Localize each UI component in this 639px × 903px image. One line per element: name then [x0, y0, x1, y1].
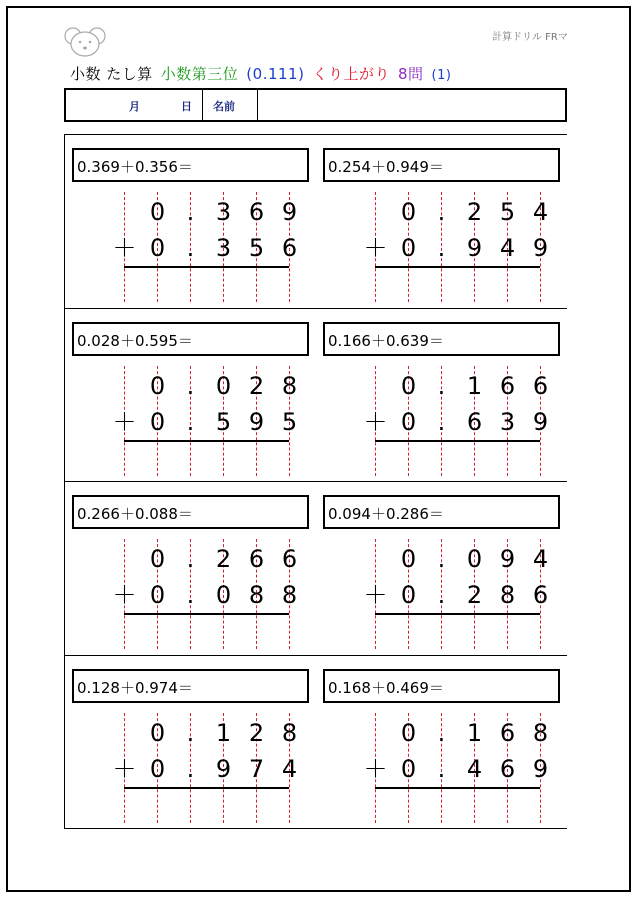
title-example: (0.111)	[246, 65, 305, 83]
addend-digit: 3	[215, 198, 232, 226]
equation-box: 0.168＋0.469＝	[323, 669, 560, 703]
problem-card	[315, 483, 565, 658]
title-sheet-number: (1)	[431, 68, 452, 83]
addend-digit: 8	[532, 719, 549, 747]
addend-digit: 2	[248, 719, 265, 747]
addend-digit: 0	[400, 198, 417, 226]
plus-sign: ＋	[363, 755, 388, 783]
addend-digit: 0	[400, 408, 417, 436]
addend-digit: 0	[400, 581, 417, 609]
addend-digit: 0	[149, 545, 166, 573]
addend-digit: 2	[215, 545, 232, 573]
addend-digit: 4	[532, 545, 549, 573]
equation-box: 0.094＋0.286＝	[323, 495, 560, 529]
addend-digit: .	[437, 755, 446, 783]
sum-line	[375, 440, 540, 442]
addend-digit: 0	[400, 372, 417, 400]
problem-card	[64, 310, 314, 485]
addend-digit: 2	[466, 581, 483, 609]
addend-digit: 0	[400, 755, 417, 783]
addend-digit: 0	[149, 372, 166, 400]
addend-digit: 0	[215, 581, 232, 609]
addend-digit: 9	[281, 198, 298, 226]
problem-card	[315, 310, 565, 485]
sum-line	[124, 266, 289, 268]
plus-sign: ＋	[363, 234, 388, 262]
addend-digit: 9	[248, 408, 265, 436]
addend-digit: 2	[248, 372, 265, 400]
equation-box: 0.028＋0.595＝	[72, 322, 309, 356]
brand-label: 計算ドリル FRマ	[492, 32, 568, 43]
problem-card	[315, 657, 565, 832]
addend-digit: 5	[499, 198, 516, 226]
addend-digit: 0	[466, 545, 483, 573]
addend-digit: .	[186, 234, 195, 262]
addend-digit: 1	[466, 719, 483, 747]
title-topic: 小数 たし算	[70, 65, 153, 83]
addend-digit: 0	[149, 581, 166, 609]
addend-digit: 1	[466, 372, 483, 400]
name-date-row	[64, 88, 567, 122]
addend-digit: 6	[532, 372, 549, 400]
addend-digit: .	[186, 719, 195, 747]
addend-digit: 9	[466, 234, 483, 262]
addend-digit: 6	[281, 234, 298, 262]
addend-digit: 0	[149, 755, 166, 783]
addend-digit: .	[437, 581, 446, 609]
addend-digit: .	[437, 545, 446, 573]
addend-digit: .	[186, 372, 195, 400]
addend-digit: 1	[215, 719, 232, 747]
addend-digit: 6	[248, 198, 265, 226]
addend-digit: .	[437, 719, 446, 747]
plus-sign: ＋	[112, 408, 137, 436]
title-carry: くり上がり	[312, 65, 390, 83]
mouse-face-icon	[64, 27, 106, 57]
addend-digit: 0	[149, 719, 166, 747]
sum-line	[124, 440, 289, 442]
equation-box: 0.254＋0.949＝	[323, 148, 560, 182]
title-count: 8問	[397, 65, 424, 83]
addend-digit: 9	[532, 755, 549, 783]
addend-digit: 2	[466, 198, 483, 226]
addend-digit: 9	[532, 234, 549, 262]
addend-digit: 4	[466, 755, 483, 783]
sum-line	[375, 787, 540, 789]
name-label: 名前	[213, 100, 235, 113]
addend-digit: .	[186, 581, 195, 609]
addend-digit: 6	[466, 408, 483, 436]
addend-digit: 4	[281, 755, 298, 783]
addend-digit: 8	[499, 581, 516, 609]
equation-box: 0.166＋0.639＝	[323, 322, 560, 356]
addend-digit: 8	[281, 581, 298, 609]
addend-digit: 0	[149, 234, 166, 262]
name-field-divider	[257, 90, 258, 120]
addend-digit: 6	[499, 719, 516, 747]
addend-digit: 0	[400, 234, 417, 262]
addend-digit: .	[437, 408, 446, 436]
addend-digit: .	[186, 545, 195, 573]
plus-sign: ＋	[112, 755, 137, 783]
month-label: 月	[129, 100, 140, 113]
addend-digit: 6	[499, 755, 516, 783]
addend-digit: 4	[532, 198, 549, 226]
addend-digit: .	[437, 234, 446, 262]
equation-box: 0.369＋0.356＝	[72, 148, 309, 182]
addend-digit: 3	[499, 408, 516, 436]
addend-digit: 5	[281, 408, 298, 436]
addend-digit: 6	[248, 545, 265, 573]
date-name-divider	[202, 90, 203, 120]
addend-digit: .	[437, 372, 446, 400]
addend-digit: .	[186, 755, 195, 783]
plus-sign: ＋	[363, 581, 388, 609]
addend-digit: .	[437, 198, 446, 226]
plus-sign: ＋	[112, 581, 137, 609]
sum-line	[124, 787, 289, 789]
problem-card	[64, 136, 314, 311]
sum-line	[375, 266, 540, 268]
addend-digit: 6	[281, 545, 298, 573]
addend-digit: 3	[215, 234, 232, 262]
addend-digit: 5	[248, 234, 265, 262]
plus-sign: ＋	[112, 234, 137, 262]
problem-card	[64, 657, 314, 832]
addend-digit: 0	[215, 372, 232, 400]
plus-sign: ＋	[363, 408, 388, 436]
addend-digit: 8	[248, 581, 265, 609]
problem-card	[64, 483, 314, 658]
addend-digit: 8	[281, 719, 298, 747]
sum-line	[375, 613, 540, 615]
addend-digit: 0	[400, 545, 417, 573]
addend-digit: 9	[215, 755, 232, 783]
addend-digit: 8	[281, 372, 298, 400]
addend-digit: 0	[149, 408, 166, 436]
equation-box: 0.128＋0.974＝	[72, 669, 309, 703]
addend-digit: 9	[499, 545, 516, 573]
addend-digit: 5	[215, 408, 232, 436]
problem-card	[315, 136, 565, 311]
addend-digit: 0	[149, 198, 166, 226]
addend-digit: 7	[248, 755, 265, 783]
addend-digit: .	[186, 198, 195, 226]
day-label: 日	[181, 100, 192, 113]
title-level: 小数第三位	[160, 65, 239, 83]
worksheet-title	[70, 63, 459, 84]
sum-line	[124, 613, 289, 615]
addend-digit: 6	[532, 581, 549, 609]
addend-digit: 4	[499, 234, 516, 262]
addend-digit: 0	[400, 719, 417, 747]
equation-box: 0.266＋0.088＝	[72, 495, 309, 529]
addend-digit: 9	[532, 408, 549, 436]
addend-digit: 6	[499, 372, 516, 400]
addend-digit: .	[186, 408, 195, 436]
